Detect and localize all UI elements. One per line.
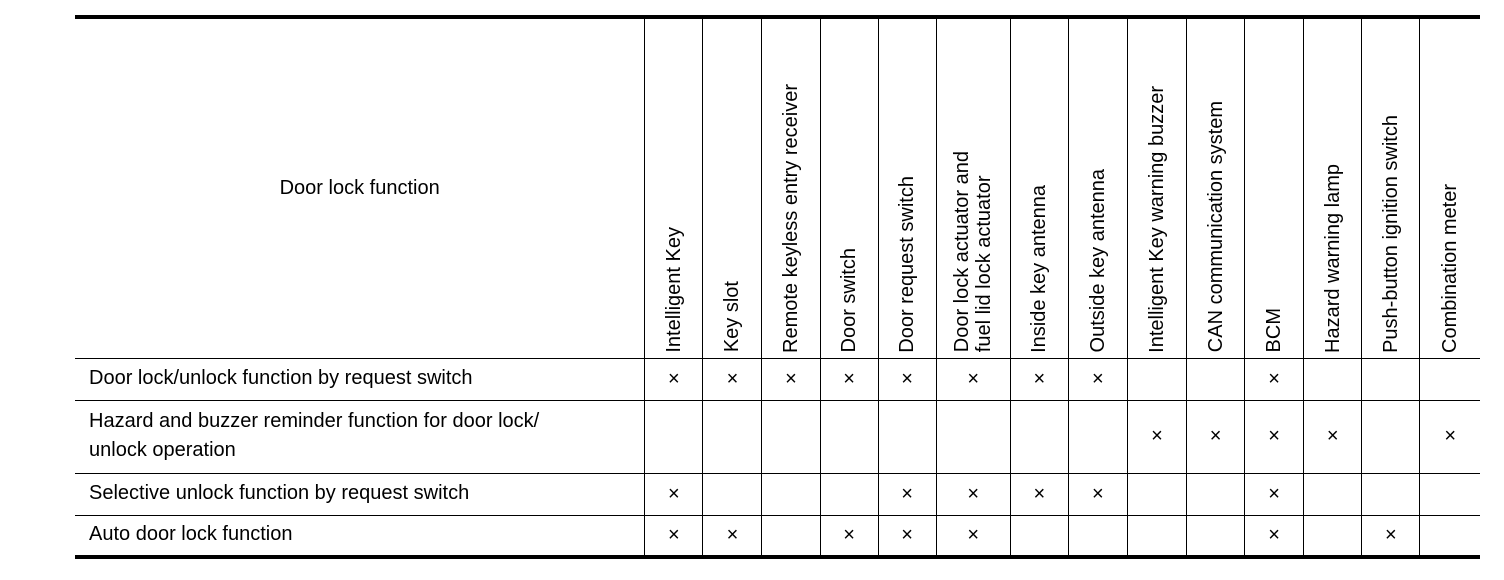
mark-cell: × <box>645 515 703 557</box>
table-row <box>75 515 1480 557</box>
mark-cell <box>878 400 936 473</box>
mark-cell <box>1187 473 1245 515</box>
mark-cell: × <box>1245 400 1304 473</box>
component-label: Combination meter <box>1439 183 1462 353</box>
mark-cell <box>1304 473 1362 515</box>
component-label: Inside key antenna <box>1028 184 1051 353</box>
mark-cell <box>703 473 762 515</box>
component-label: CAN communication system <box>1204 101 1227 353</box>
table-row <box>75 358 1480 400</box>
mark-cell: × <box>703 358 762 400</box>
component-label: Outside key antenna <box>1086 169 1109 353</box>
mark-cell: × <box>936 473 1010 515</box>
component-header <box>936 17 1010 358</box>
mark-cell <box>1362 473 1420 515</box>
component-header <box>645 17 703 358</box>
mark-cell: × <box>1420 400 1480 473</box>
mark-cell: × <box>878 515 936 557</box>
mark-cell: × <box>1245 358 1304 400</box>
mark-cell: × <box>1010 473 1068 515</box>
mark-cell <box>1010 400 1068 473</box>
mark-cell <box>820 473 878 515</box>
component-header <box>1068 17 1127 358</box>
component-label: Hazard warning lamp <box>1321 163 1344 353</box>
mark-cell <box>762 473 820 515</box>
mark-cell <box>1420 358 1480 400</box>
mark-cell <box>936 400 1010 473</box>
mark-cell: × <box>1010 358 1068 400</box>
mark-cell <box>1127 358 1186 400</box>
mark-cell <box>1420 515 1480 557</box>
mark-cell: × <box>936 515 1010 557</box>
component-label: Intelligent Key warning buzzer <box>1145 85 1168 353</box>
component-label: Push-button ignition switch <box>1379 114 1402 353</box>
mark-cell <box>1127 515 1186 557</box>
mark-cell: × <box>878 358 936 400</box>
mark-cell: × <box>1362 515 1420 557</box>
header-row <box>75 17 1480 358</box>
function-name-cell: Selective unlock function by request switch <box>75 473 645 515</box>
component-label: Remote keyless entry receiver <box>779 83 802 353</box>
component-label: Door lock actuator and fuel lid lock actuator <box>951 151 996 353</box>
mark-cell: × <box>703 515 762 557</box>
mark-cell <box>1127 473 1186 515</box>
mark-cell: × <box>762 358 820 400</box>
mark-cell <box>1420 473 1480 515</box>
component-header <box>820 17 878 358</box>
mark-cell: × <box>1068 358 1127 400</box>
mark-cell: × <box>645 358 703 400</box>
component-label: BCM <box>1263 308 1286 353</box>
component-header <box>1187 17 1245 358</box>
component-header <box>1362 17 1420 358</box>
function-name-cell: Hazard and buzzer reminder function for door lock/ unlock operation <box>75 400 645 473</box>
component-header <box>1245 17 1304 358</box>
mark-cell: × <box>936 358 1010 400</box>
function-name-cell: Door lock/unlock function by request switch <box>75 358 645 400</box>
component-header <box>1010 17 1068 358</box>
component-header <box>703 17 762 358</box>
matrix-body <box>75 358 1480 557</box>
mark-cell <box>1068 400 1127 473</box>
component-header <box>1420 17 1480 358</box>
mark-cell <box>762 400 820 473</box>
function-name-cell: Auto door lock function <box>75 515 645 557</box>
mark-cell <box>1362 358 1420 400</box>
mark-cell <box>703 400 762 473</box>
component-label: Intelligent Key <box>662 226 685 353</box>
mark-cell <box>1362 400 1420 473</box>
component-label: Door request switch <box>896 175 919 353</box>
component-header <box>878 17 936 358</box>
mark-cell: × <box>645 473 703 515</box>
mark-cell <box>762 515 820 557</box>
mark-cell <box>645 400 703 473</box>
component-header <box>762 17 820 358</box>
component-header <box>1127 17 1186 358</box>
mark-cell <box>1010 515 1068 557</box>
mark-cell: × <box>1187 400 1245 473</box>
mark-cell: × <box>1304 400 1362 473</box>
mark-cell <box>1304 358 1362 400</box>
mark-cell <box>1304 515 1362 557</box>
mark-cell: × <box>1245 515 1304 557</box>
mark-cell: × <box>878 473 936 515</box>
function-column-header <box>75 17 645 358</box>
table-row <box>75 473 1480 515</box>
mark-cell: × <box>1068 473 1127 515</box>
function-header-label: Door lock function <box>279 176 440 199</box>
component-label: Key slot <box>721 281 744 353</box>
mark-cell: × <box>1245 473 1304 515</box>
mark-cell <box>1068 515 1127 557</box>
component-label: Door switch <box>838 248 861 353</box>
component-header <box>1304 17 1362 358</box>
mark-cell: × <box>820 515 878 557</box>
door-lock-function-matrix <box>75 15 1480 559</box>
table-row <box>75 400 1480 473</box>
mark-cell <box>1187 358 1245 400</box>
mark-cell: × <box>820 358 878 400</box>
mark-cell: × <box>1127 400 1186 473</box>
mark-cell <box>1187 515 1245 557</box>
mark-cell <box>820 400 878 473</box>
